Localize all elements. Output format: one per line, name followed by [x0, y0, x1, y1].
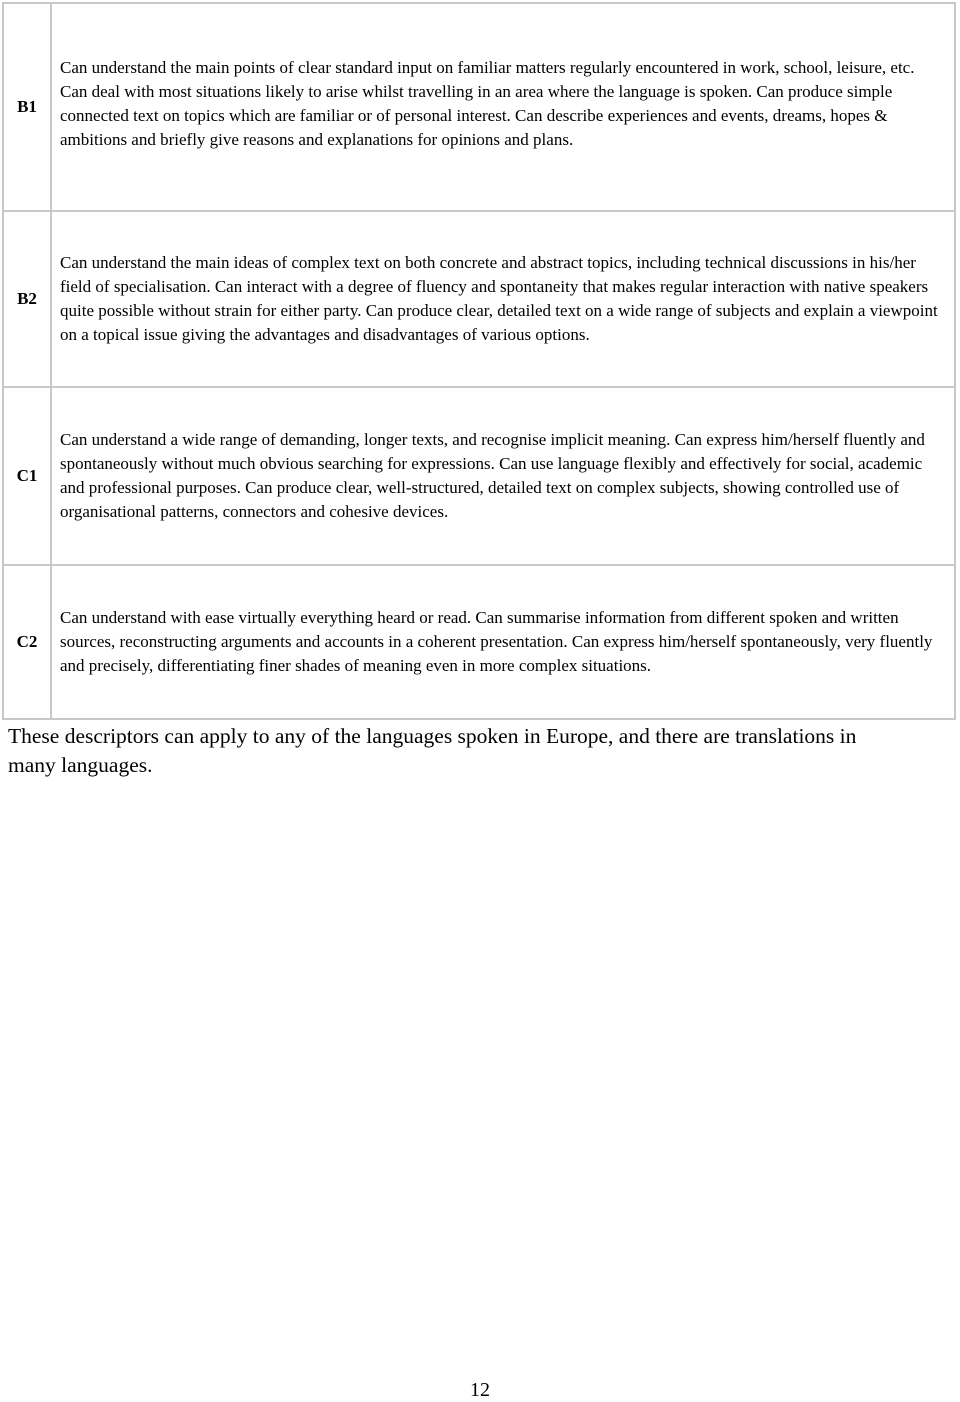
level-description: Can understand a wide range of demanding, longer texts, and recognise implicit meaning. Can express him/herself fluently and spontaneously without much obvious searching for expressions. Can use language flexibly and effectively for social, academic and professional purposes. Can produce clear, well-structured, detailed text on complex subjects, showing controlled use of organisational patterns, connectors and cohesive devices. — [51, 387, 955, 565]
level-description: Can understand the main ideas of complex text on both concrete and abstract topics, including technical discussions in his/her field of specialisation. Can interact with a degree of fluency and spontaneity that makes regular interaction with native speakers quite possible without strain for either party. Can produce clear, detailed text on a wide range of subjects and explain a viewpoint on a topical issue giving the advantages and disadvantages of various options. — [51, 211, 955, 387]
level-code: C1 — [3, 387, 51, 565]
table-row — [3, 387, 955, 565]
page-number: 12 — [470, 1379, 490, 1401]
descriptors-note: These descriptors can apply to any of the languages spoken in Europe, and there are translations in many languages. — [8, 724, 857, 777]
table-row — [3, 211, 955, 387]
level-description: Can understand the main points of clear standard input on familiar matters regularly encountered in work, school, leisure, etc. Can deal with most situations likely to arise whilst travelling in an area where the language is spoken. Can produce simple connected text on topics which are familiar or of personal interest. Can describe experiences and events, dreams, hopes & ambitions and briefly give reasons and explanations for opinions and plans. — [51, 3, 955, 211]
level-code: B1 — [3, 3, 51, 211]
level-code: B2 — [3, 211, 51, 387]
proficiency-levels-table — [2, 2, 956, 720]
level-code: C2 — [3, 565, 51, 719]
table-row — [3, 3, 955, 211]
level-description: Can understand with ease virtually everything heard or read. Can summarise information from different spoken and written sources, reconstructing arguments and accounts in a coherent presentation. Can express him/herself spontaneously, very fluently and precisely, differentiating finer shades of meaning even in more complex situations. — [51, 565, 955, 719]
table-row — [3, 565, 955, 719]
